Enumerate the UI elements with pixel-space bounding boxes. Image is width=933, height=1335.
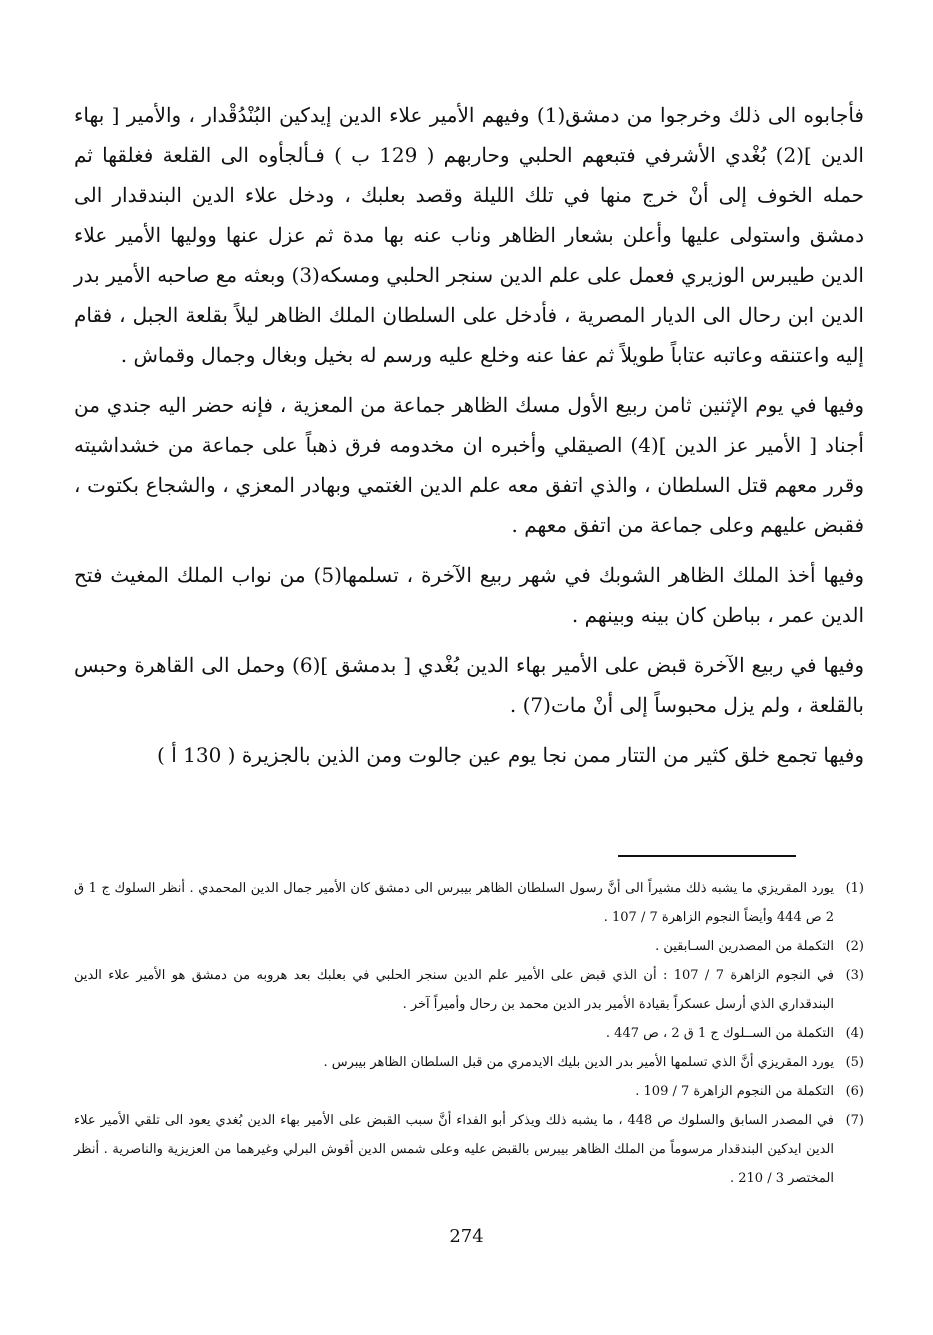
footnote-number: (4) [845,1026,864,1041]
footnote-number: (2) [845,939,864,954]
footnote-7 [74,1106,864,1193]
footnote-4 [74,1019,864,1048]
footnote-text: التكملة من النجوم الزاهرة 7 / 109 . [635,1084,834,1099]
footnote-text: التكملة من المصدرين السـابقين . [655,939,834,954]
main-text [74,95,864,785]
footnote-number: (7) [845,1113,864,1128]
footnote-text: التكملة من الســلوك ج 1 ق 2 ، ص 447 . [605,1026,834,1041]
footnote-text: في المصدر السابق والسلوك ص 448 ، ما يشبه ذلك ويذكر أبو الفداء أنَّ سبب القبض على الأمير بهاء الدين بُغدي يعود الى تلقي الأمير علاء الدين ايدكين البندقدار مرسوماً من الملك الظاهر بيبرس بالقبض عليه وعلى شمس الدين أقوش البرلي وغيرهما من العزيزية والناصرية . أنظر المختصر 3 / 210 . [74,1113,835,1186]
paragraph-4: وفيها في ربيع الآخرة قبض على الأمير بهاء الدين بُغْدي [ بدمشق ](6) وحمل الى القاهرة وحبس بالقلعة ، ولم يزل محبوساً إلى أنْ مات(7) . [74,653,864,717]
footnote-text: في النجوم الزاهرة 7 / 107 : أن الذي قبض على الأمير علم الدين سنجر الحلبي في بعلبك بعد هروبه من دمشق هو الأمير علاء الدين البندقداري الذي أرسل عسكراً بقيادة الأمير بدر الدين محمد بن رحال وأميراً آخر . [74,968,834,1012]
footnote-number: (6) [845,1084,864,1099]
page-number: 274 [449,1226,484,1247]
footnote-2 [74,932,864,961]
footnote-3 [74,961,864,1019]
footnote-number: (1) [845,881,864,896]
footnote-separator [618,855,796,857]
paragraph-2: وفيها في يوم الإثنين ثامن ربيع الأول مسك الظاهر جماعة من المعزية ، فإنه حضر اليه جندي من أجناد [ الأمير عز الدين ](4) الصيقلي وأخبره ان مخدومه فرق ذهباً على جماعة من خشداشيته وقرر معهم قتل السلطان ، والذي اتفق معه علم الدين الغتمي وبهادر المعزي ، والشجاع بكتوت ، فقبض عليهم وعلى جماعة من اتفق معهم . [74,393,864,537]
footnote-text: يورد المقريزي ما يشبه ذلك مشيراً الى أنَّ رسول السلطان الظاهر بيبرس الى دمشق كان الأمير جمال الدين المحمدي . أنظر السلوك ج 1 ق 2 ص 444 وأيضاً النجوم الزاهرة 7 / 107 . [74,881,835,925]
footnote-number: (3) [845,968,864,983]
footnote-6 [74,1077,864,1106]
footnote-number: (5) [845,1055,864,1070]
footnote-1 [74,874,864,932]
paragraph-5: وفيها تجمع خلق كثير من التتار ممن نجا يوم عين جالوت ومن الذين بالجزيرة ( 130 أ ) [157,743,864,767]
footnote-text: يورد المقريزي أنَّ الذي تسلمها الأمير بدر الدين بليك الايدمري من قبل السلطان الظاهر بيبرس . [323,1055,834,1070]
paragraph-1: فأجابوه الى ذلك وخرجوا من دمشق(1) وفيهم الأمير علاء الدين إيدكين البُنْدُقْدار ، والأمير [ بهاء الدين ](2) بُغْدي الأشرفي فتبعهم الحلبي وحاربهم ( 129 ب ) فـألجأوه الى القلعة فغلقها ثم حمله الخوف إلى أنْ خرج منها في تلك الليلة وقصد بعلبك ، ودخل علاء الدين البندقدار الى دمشق واستولى عليها وأعلن بشعار الظاهر وناب عنه بها مدة ثم عزل عنها ووليها الأمير علاء الدين طيبرس الوزيري فعمل على علم الدين سنجر الحلبي ومسكه(3) وبعثه مع صاحبه الأمير بدر الدين ابن رحال الى الديار المصرية ، فأدخل على السلطان الملك الظاهر ليلاً بقلعة الجبل ، فقام إليه واعتنقه وعاتبه عتاباً طويلاً ثم عفا عنه وخلع عليه ورسم له بخيل وبغال وجمال وقماش . [74,103,864,367]
footnotes [74,874,864,1193]
body-text [74,95,864,775]
footnote-5 [74,1048,864,1077]
paragraph-3: وفيها أخذ الملك الظاهر الشوبك في شهر ربيع الآخرة ، تسلمها(5) من نواب الملك المغيث فتح الدين عمر ، بباطن كان بينه وبينهم . [74,563,864,627]
